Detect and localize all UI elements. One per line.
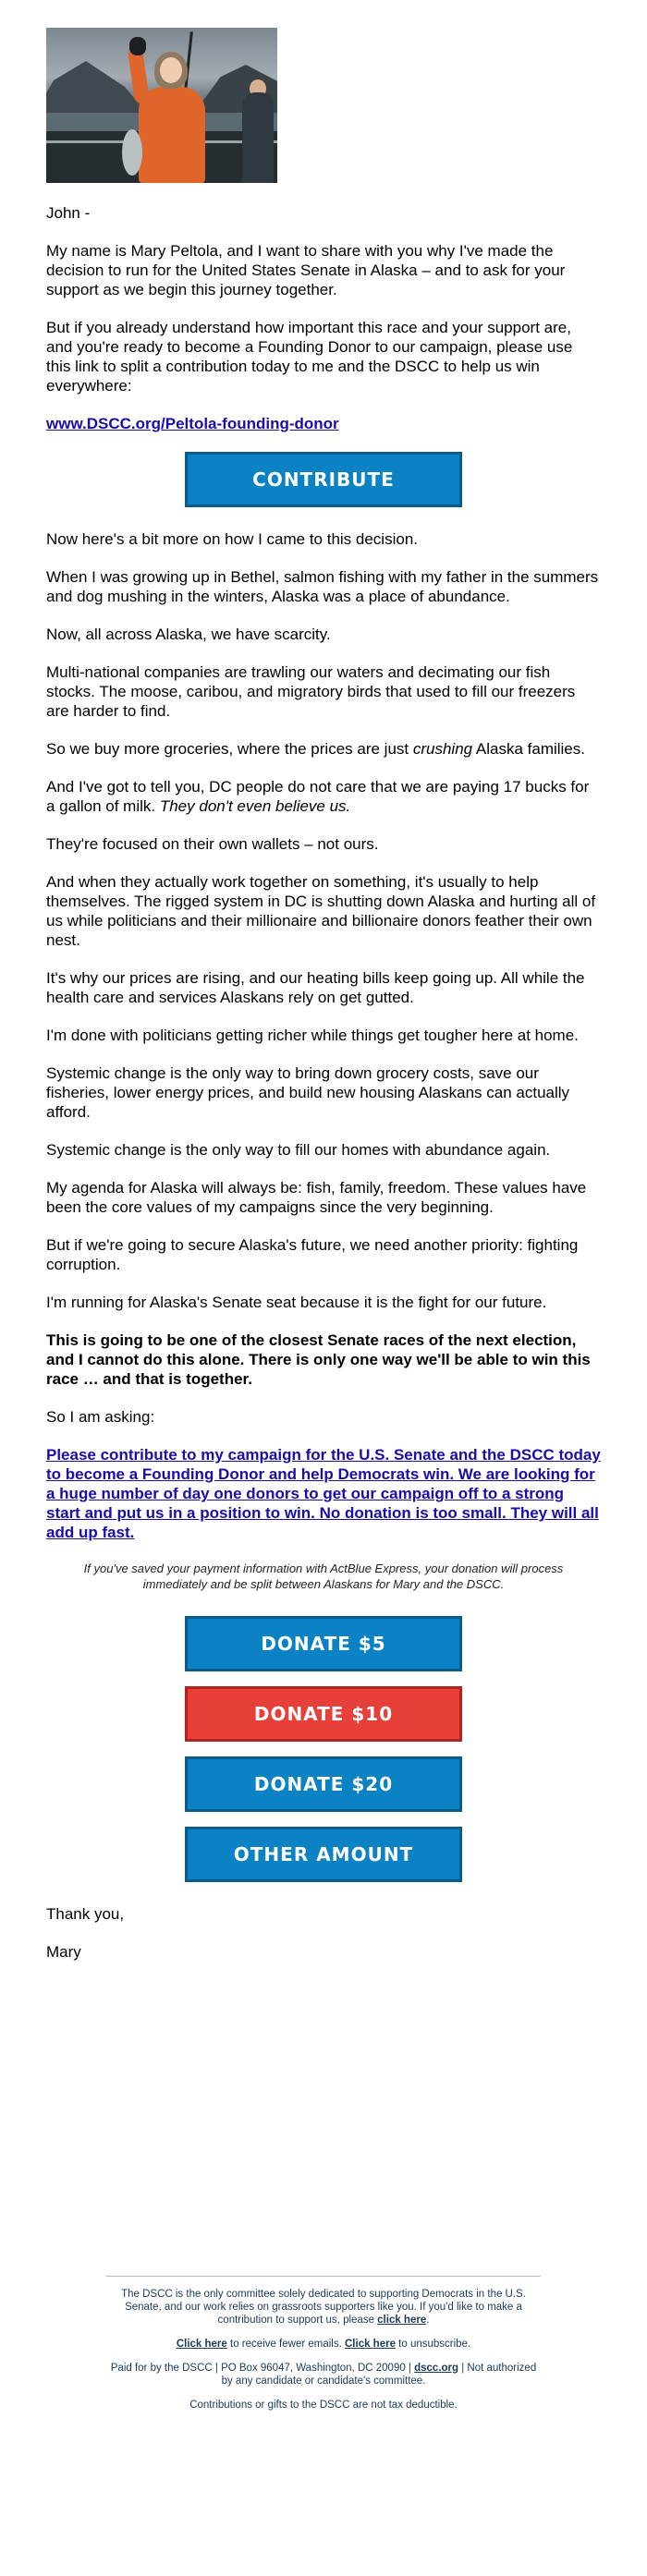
donate-5-button[interactable]: DONATE $5 [185, 1616, 462, 1671]
donate-20-button[interactable]: DONATE $20 [185, 1756, 462, 1812]
story-paragraph: Now, all across Alaska, we have scarcity. [46, 626, 331, 643]
story-paragraph: So we buy more groceries, where the prices are just crushing Alaska families. [46, 740, 585, 758]
story-paragraph: When I was growing up in Bethel, salmon fishing with my father in the summers and dog mushing in the winters, Alaska was a place of abundance. [46, 568, 599, 605]
asking-paragraph: So I am asking: [46, 1408, 155, 1426]
fewer-emails-link[interactable]: Click here [176, 2339, 227, 2350]
contribute-ask-link[interactable]: Please contribute to my campaign for the U.S. Senate and the DSCC today to become a Founding Donor and help Democrats win. We are looking for a huge number of day one donors to get our campaign off to a strong start and put us in a position to win. No donation is too small. They will all add up fast. [46, 1446, 601, 1541]
other-amount-button[interactable]: OTHER AMOUNT [185, 1827, 462, 1882]
footer-about: The DSCC is the only committee solely dedicated to supporting Democrats in the U.S. Senate, and our work relies on grassroots supporters like you. If you'd like to make a contribution to support us, please click here. [121, 2289, 526, 2326]
signoff-name: Mary [46, 1943, 81, 1961]
founding-donor-paragraph: But if you already understand how important this race and your support are, and you're ready to become a Founding Donor to our campaign, please use this link to split a contribution today to me and the DSCC to help us win everywhere: [46, 319, 573, 395]
story-paragraph: They're focused on their own wallets – not ours. [46, 835, 379, 853]
founding-donor-link[interactable]: www.DSCC.org/Peltola-founding-donor [46, 415, 339, 432]
greeting: John - [46, 204, 91, 222]
signoff-thanks: Thank you, [46, 1905, 125, 1923]
emphasis-text: They don't even believe us. [159, 797, 351, 815]
intro-paragraph: My name is Mary Peltola, and I want to share with you why I've made the decision to run for the United States Senate in Alaska – and to ask for your support as we begin this journey together. [46, 242, 566, 298]
footer [106, 2276, 541, 2412]
email-body [46, 0, 601, 2412]
story-paragraph: Systemic change is the only way to fill our homes with abundance again. [46, 1141, 551, 1159]
footer-contribute-link[interactable]: click here [377, 2315, 427, 2326]
closing-race-paragraph: This is going to be one of the closest Senate races of the next election, and I cannot do this alone. There is only one way we'll be able to win this race … and that is together. [46, 1331, 591, 1388]
founding-link-paragraph [46, 414, 601, 433]
story-paragraph: My agenda for Alaska will always be: fish, family, freedom. These values have been the core values of my campaigns since the very beginning. [46, 1179, 587, 1216]
actblue-express-note: If you've saved your payment information with ActBlue Express, your donation will process immediately and be split between Alaskans for Mary and the DSCC. [83, 1561, 564, 1591]
footer-paid-for: Paid for by the DSCC | PO Box 96047, Washington, DC 20090 | dscc.org | Not authorized by any candidate or candidate's committee. [110, 2363, 537, 2387]
story-paragraph: But if we're going to secure Alaska's future, we need another priority: fighting corruption. [46, 1236, 579, 1273]
story-paragraph: Multi-national companies are trawling our waters and decimating our fish stocks. The moose, caribou, and migratory birds that used to fill our freezers are harder to find. [46, 663, 576, 720]
footer-email-prefs: Click here to receive fewer emails. Click here to unsubscribe. [176, 2339, 471, 2350]
candidate-photo [46, 28, 277, 183]
story-paragraph: And when they actually work together on something, it's usually to help themselves. The rigged system in DC is shutting down Alaska and hurting all of us while politicians and their millionaire and billionaire donors feather their own nest. [46, 873, 596, 949]
donate-10-button[interactable]: DONATE $10 [185, 1686, 462, 1742]
story-paragraph: I'm done with politicians getting richer while things get tougher here at home. [46, 1027, 579, 1044]
story-paragraph: I'm running for Alaska's Senate seat because it is the fight for our future. [46, 1294, 547, 1311]
contribute-button[interactable]: CONTRIBUTE [185, 452, 462, 507]
story-paragraph: And I've got to tell you, DC people do not care that we are paying 17 bucks for a gallon of milk. They don't even believe us. [46, 778, 590, 815]
unsubscribe-link[interactable]: Click here [345, 2339, 396, 2350]
story-paragraph: Now here's a bit more on how I came to this decision. [46, 530, 418, 548]
footer-tax-note: Contributions or gifts to the DSCC are not tax deductible. [189, 2400, 458, 2411]
emphasis-text: crushing [412, 740, 473, 758]
story-paragraph: Systemic change is the only way to bring down grocery costs, save our fisheries, lower energy prices, and build new housing Alaskans can actually afford. [46, 1064, 570, 1121]
story-paragraph: It's why our prices are rising, and our heating bills keep going up. All while the health care and services Alaskans rely on get gutted. [46, 969, 585, 1006]
dscc-site-link[interactable]: dscc.org [414, 2363, 459, 2374]
